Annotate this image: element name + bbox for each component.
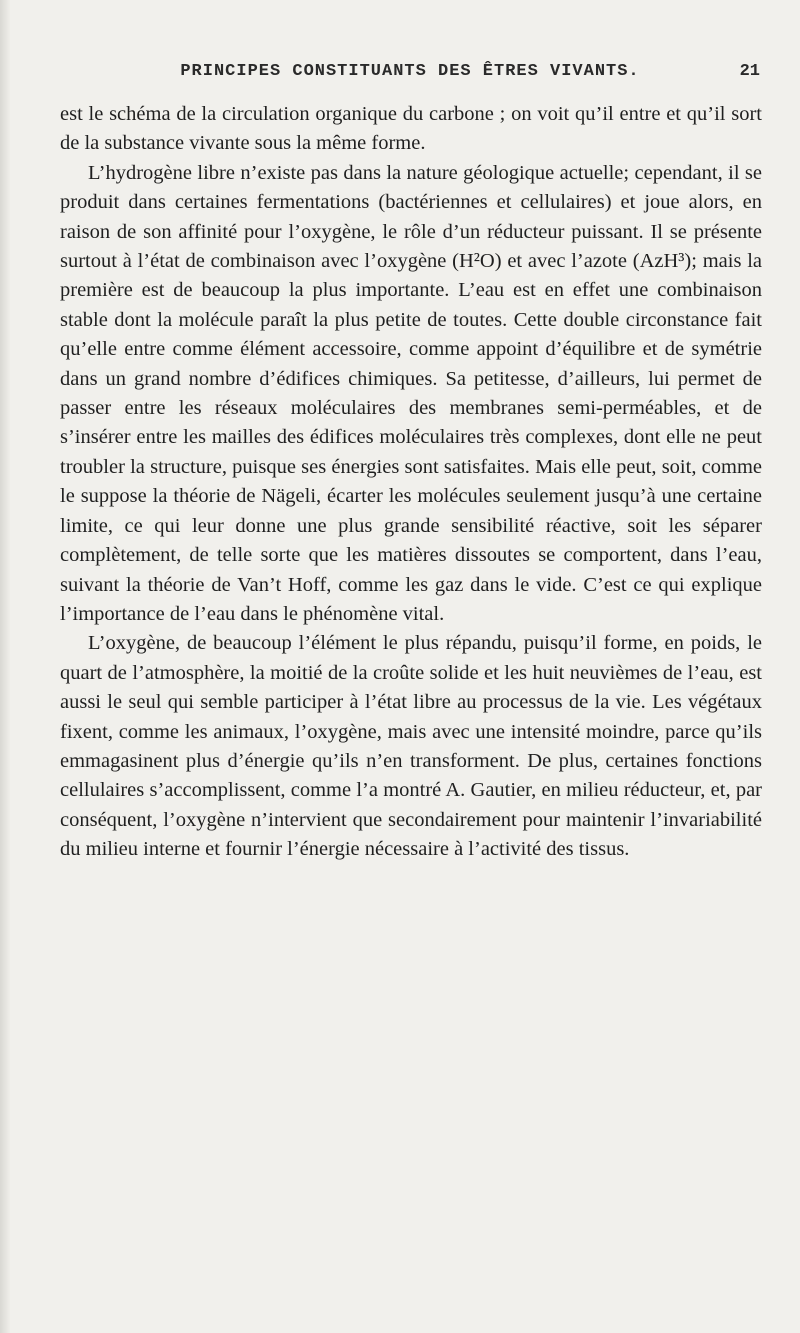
paragraph-1: est le schéma de la circulation organique du carbone ; on voit qu’il entre et qu’il sort de la substance vivante sous la même forme. (60, 103, 762, 155)
paragraph-3: L’oxygène, de beaucoup l’élément le plus répandu, puisqu’il forme, en poids, le quart de l’atmosphère, la moitié de la croûte solide et les huit neuvièmes de l’eau, est aussi le seul qui semble participer à l’état libre au processus de la vie. Les végétaux fixent, comme les animaux, l’oxygène, mais avec une intensité moindre, parce qu’ils emmagasinent plus d’énergie qu’ils n’en transforment. De plus, certaines fonctions cellulaires s’accomplissent, comme l’a montré A. Gautier, en milieu réducteur, et, par conséquent, l’oxygène n’intervient que secondairement pour maintenir l’invariabilité du milieu interne et fournir l’énergie nécessaire à l’activité des tissus. (60, 632, 762, 861)
running-header (60, 62, 760, 84)
page-number: 21 (739, 62, 760, 81)
page-edge (0, 0, 10, 1333)
running-title: PRINCIPES CONSTITUANTS DES ÊTRES VIVANTS. (180, 62, 640, 81)
paragraph-2: L’hydrogène libre n’existe pas dans la nature géologique actuelle; cependant, il se produit dans certaines fermentations (bactériennes et cellulaires) et joue alors, en raison de son affinité pour l’oxygène, le rôle d’un réducteur puissant. Il se présente surtout à l’état de combinaison avec l’oxygène (H²O) et avec l’azote (AzH³); mais la première est de beaucoup la plus importante. L’eau est en effet une combinaison stable dont la molécule paraît la plus petite de toutes. Cette double circonstance fait qu’elle entre comme élément accessoire, comme appoint d’équilibre et de symétrie dans un grand nombre d’édifices chimiques. Sa petitesse, d’ailleurs, lui permet de passer entre les réseaux moléculaires des membranes semi-perméables, et de s’insérer entre les mailles des édifices moléculaires très complexes, dont elle ne peut troubler la structure, puisque ses énergies sont satisfaites. Mais elle peut, soit, comme le suppose la théorie de Nägeli, écarter les molécules seulement jusqu’à une certaine limite, ce qui leur donne une plus grande sensibilité réactive, soit les séparer complètement, de telle sorte que les matières dissoutes se comportent, dans l’eau, suivant la théorie de Van’t Hoff, comme les gaz dans le vide. C’est ce qui explique l’importance de l’eau dans le phénomène vital. (60, 161, 762, 625)
body-text (60, 100, 762, 865)
